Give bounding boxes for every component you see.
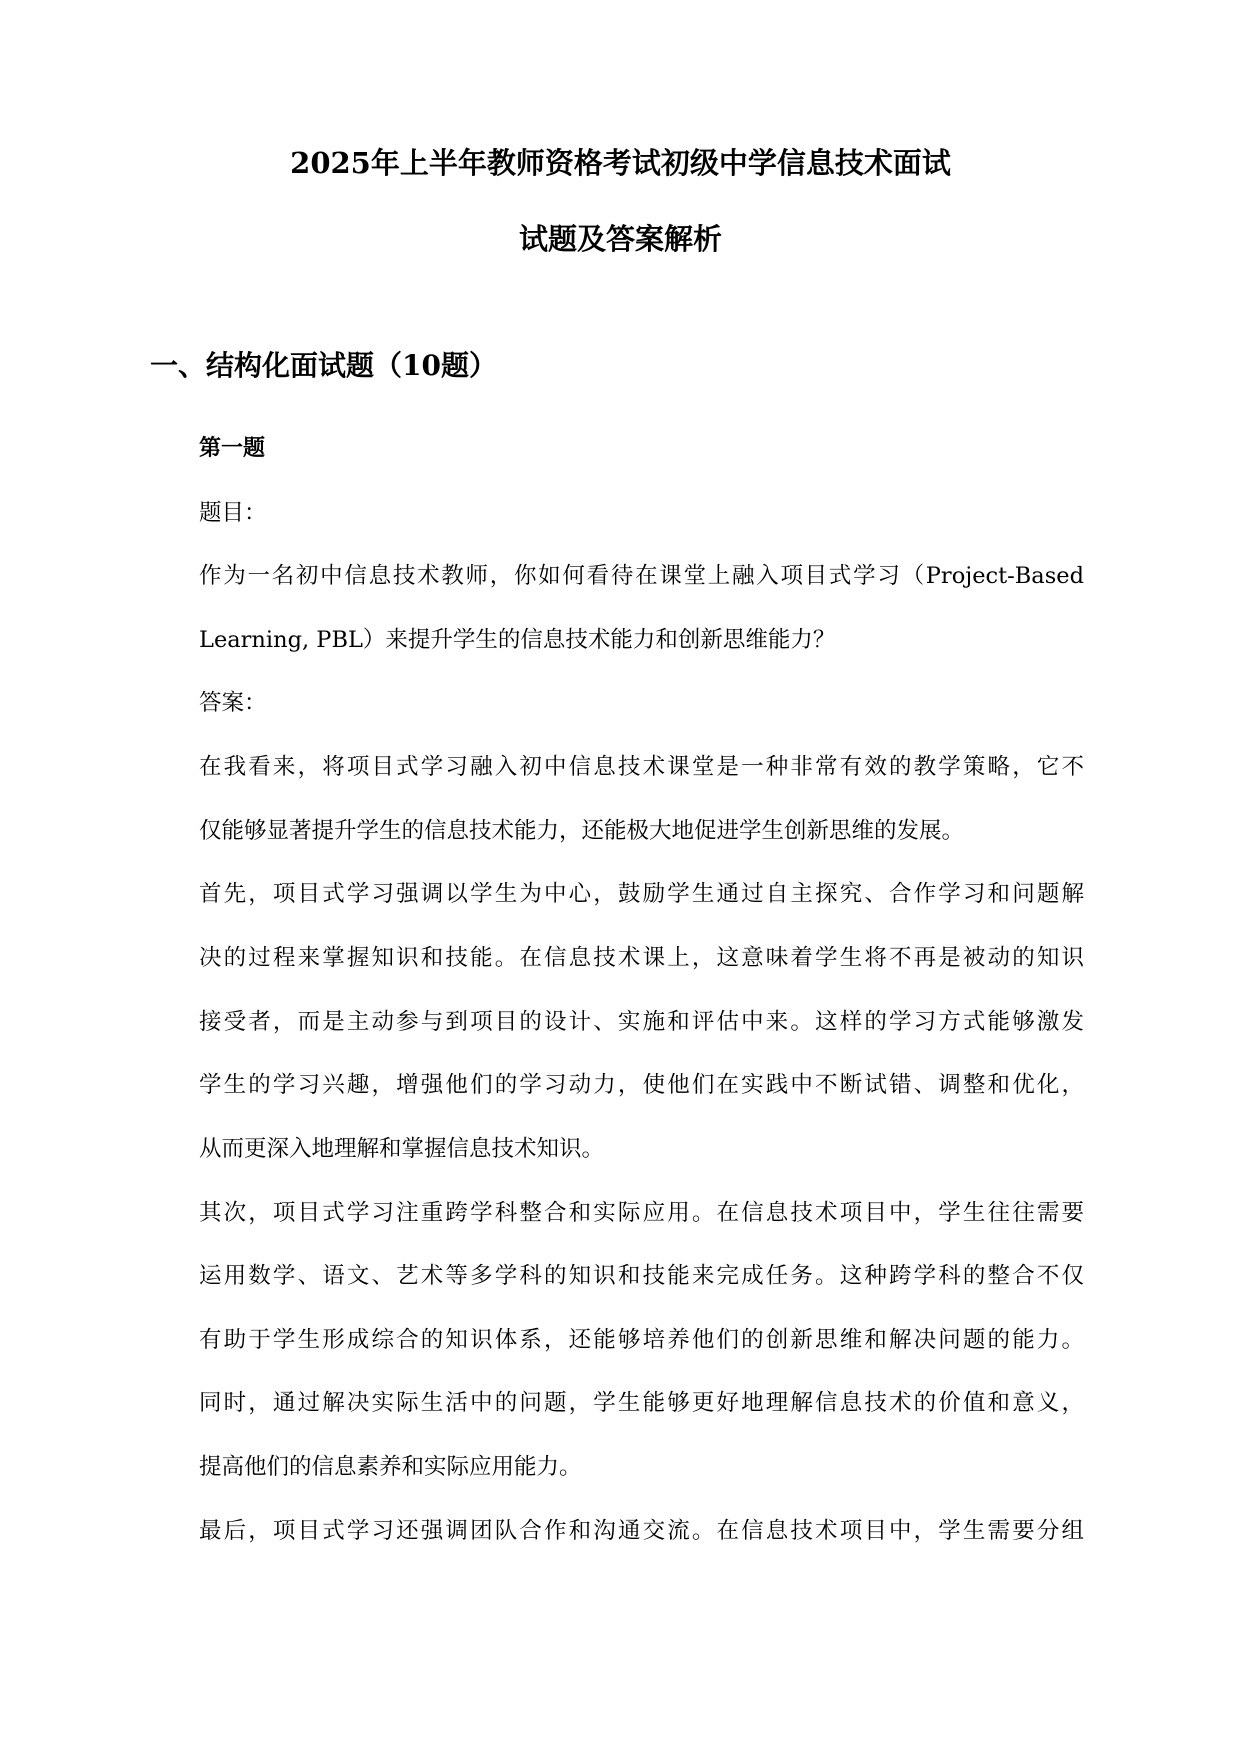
answer-text-line: 最后，项目式学习还强调团队合作和沟通交流。在信息技术项目中，学生需要分组 (199, 1518, 1084, 1544)
answer-label: 答案： (199, 690, 267, 716)
question-text-line: Learning, PBL）来提升学生的信息技术能力和创新思维能力？ (199, 627, 836, 653)
answer-text-line: 从而更深入地理解和掌握信息技术知识。 (199, 1136, 605, 1162)
answer-text-line: 决的过程来掌握知识和技能。在信息技术课上，这意味着学生将不再是被动的知识 (199, 945, 1084, 971)
document-title-line-2: 试题及答案解析 (518, 222, 722, 256)
answer-text-line: 仅能够显著提升学生的信息技术能力，还能极大地促进学生创新思维的发展。 (199, 818, 965, 844)
question-text-line: 作为一名初中信息技术教师，你如何看待在课堂上融入项目式学习（Project-Based (199, 563, 1084, 589)
question-label: 题目： (199, 500, 267, 526)
answer-text-line: 其次，项目式学习注重跨学科整合和实际应用。在信息技术项目中，学生往往需要 (199, 1200, 1084, 1226)
answer-text-line: 有助于学生形成综合的知识体系，还能够培养他们的创新思维和解决问题的能力。 (199, 1327, 1084, 1353)
answer-text-line: 运用数学、语文、艺术等多学科的知识和技能来完成任务。这种跨学科的整合不仅 (199, 1263, 1084, 1289)
answer-text-line: 在我看来，将项目式学习融入初中信息技术课堂是一种非常有效的教学策略，它不 (199, 754, 1084, 780)
answer-text-line: 接受者，而是主动参与到项目的设计、实施和评估中来。这样的学习方式能够激发 (199, 1009, 1084, 1035)
section-heading: 一、结构化面试题（10题） (150, 349, 497, 382)
question-heading: 第一题 (199, 435, 266, 461)
answer-text-line: 学生的学习兴趣，增强他们的学习动力，使他们在实践中不断试错、调整和优化， (199, 1072, 1084, 1098)
answer-text-line: 提高他们的信息素养和实际应用能力。 (199, 1454, 582, 1480)
answer-text-line: 首先，项目式学习强调以学生为中心，鼓励学生通过自主探究、合作学习和问题解 (199, 881, 1084, 907)
document-title-line-1: 2025年上半年教师资格考试初级中学信息技术面试 (290, 146, 951, 180)
answer-text-line: 同时，通过解决实际生活中的问题，学生能够更好地理解信息技术的价值和意义， (199, 1390, 1084, 1416)
